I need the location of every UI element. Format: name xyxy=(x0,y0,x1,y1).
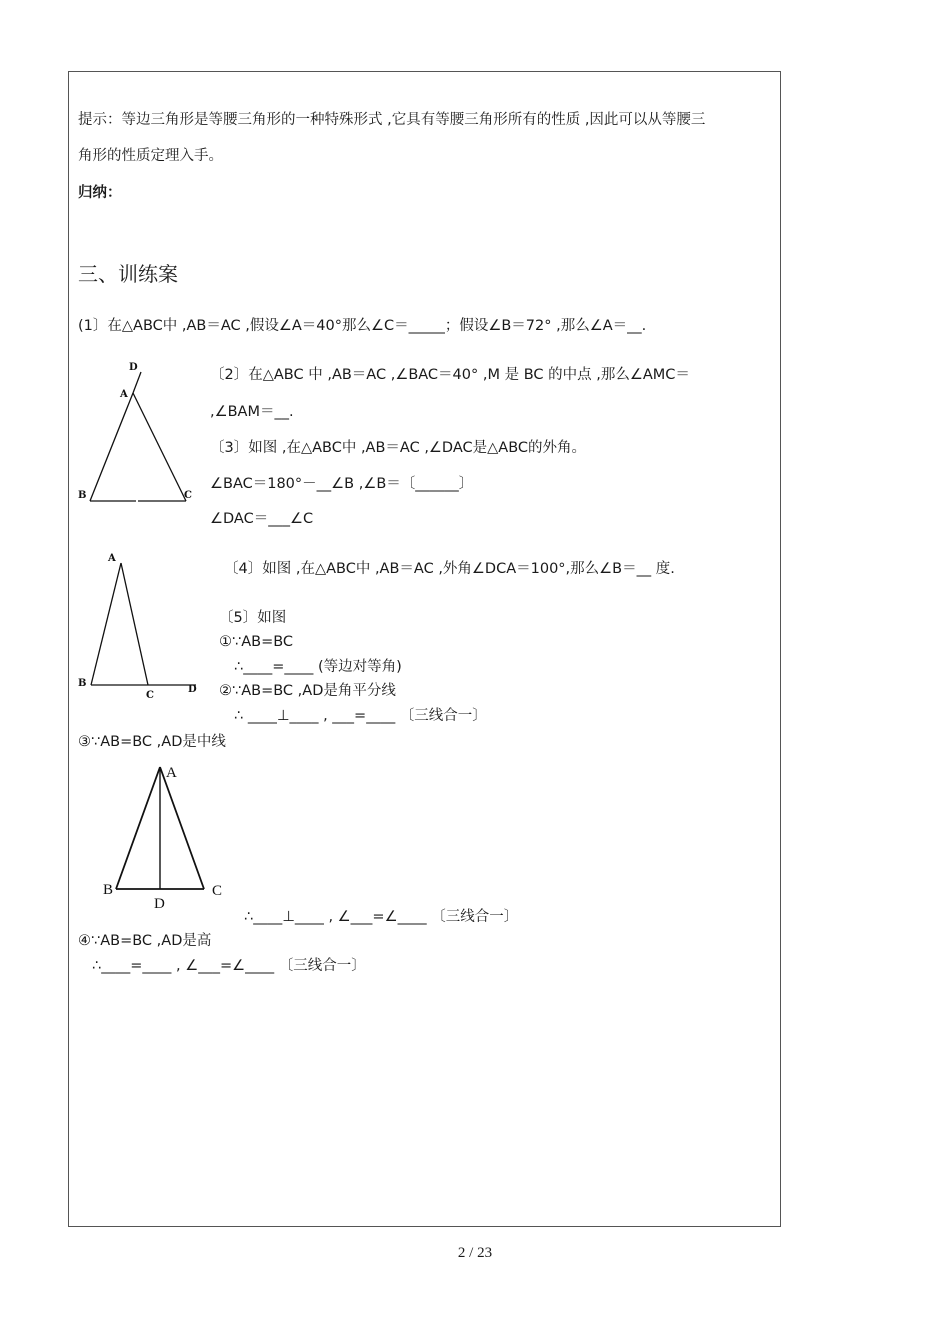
question-5-title: 〔5〕如图 xyxy=(219,610,287,626)
fig1-label-d: D xyxy=(129,362,138,373)
figure-triangle-extended-base xyxy=(76,550,206,700)
fig2-side-ac xyxy=(121,563,148,685)
hint-line-1: 提示：等边三角形是等腰三角形的一种特殊形式 ,它具有等腰三角形所有的性质 ,因此可以从等腰三 xyxy=(78,112,706,128)
fig1-side-ac xyxy=(133,393,186,501)
question-3-line-3: ∠DAC＝___∠C xyxy=(210,511,314,527)
fig3-label-c: C xyxy=(212,883,223,899)
question-4: 〔4〕如图 ,在△ABC中 ,AB＝AC ,外角∠DCA＝100°,那么∠B＝__ 度. xyxy=(224,561,675,577)
hint-line-2: 角形的性质定理入手。 xyxy=(78,148,223,164)
question-2-line-2: ,∠BAM＝__. xyxy=(210,404,294,420)
fig2-label-b: B xyxy=(78,678,87,689)
question-5-item-1: ①∵AB=BC xyxy=(219,634,294,650)
summary-label: 归纳： xyxy=(78,185,122,201)
question-5-item-1-result: ∴____=____ (等边对等角) xyxy=(234,659,402,675)
page-number: 2 / 23 xyxy=(457,1245,493,1261)
fig2-side-ab xyxy=(91,563,121,685)
question-1: (1〕在△ABC中 ,AB＝AC ,假设∠A＝40°那么∠C＝_____；假设∠B＝72° ,那么∠A＝__. xyxy=(78,318,647,334)
question-5-item-4-result: ∴____=____ , ∠___=∠____ 〔三线合一〕 xyxy=(92,958,366,974)
fig2-label-d: D xyxy=(188,684,197,695)
section-title: 三、训练案 xyxy=(78,262,178,286)
question-3-line-1: 〔3〕如图 ,在△ABC中 ,AB＝AC ,∠DAC是△ABC的外角。 xyxy=(210,440,587,456)
question-5-item-3-result: ∴____⊥____ , ∠___=∠____ 〔三线合一〕 xyxy=(244,909,519,925)
figure-triangle-exterior-angle xyxy=(76,360,196,510)
fig1-label-c: C xyxy=(184,490,192,501)
fig1-label-b: B xyxy=(78,490,87,501)
fig3-label-a: A xyxy=(166,765,177,781)
fig1-extension-ad xyxy=(133,372,141,393)
question-3-line-2: ∠BAC＝180°－__∠B ,∠B＝〔______〕 xyxy=(210,476,474,492)
fig1-label-a: A xyxy=(120,389,128,400)
question-5-item-3: ③∵AB=BC ,AD是中线 xyxy=(78,734,226,750)
fig2-label-c: C xyxy=(146,690,154,700)
question-5-item-2-result: ∴ ____⊥____ , ___=____ 〔三线合一〕 xyxy=(234,708,487,724)
fig3-side-ab xyxy=(116,767,160,889)
question-5-item-4: ④∵AB=BC ,AD是高 xyxy=(78,933,212,949)
figure-isosceles-median xyxy=(98,758,238,918)
question-5-item-2: ②∵AB=BC ,AD是角平分线 xyxy=(219,683,396,699)
fig2-label-a: A xyxy=(108,553,116,564)
fig3-side-ac xyxy=(160,767,204,889)
fig1-side-ab xyxy=(90,393,133,501)
fig3-label-d: D xyxy=(154,896,165,912)
question-2-line-1: 〔2〕在△ABC 中 ,AB＝AC ,∠BAC＝40° ,M 是 BC 的中点 ,那么∠AMC＝ xyxy=(210,367,690,383)
fig3-label-b: B xyxy=(103,882,114,898)
